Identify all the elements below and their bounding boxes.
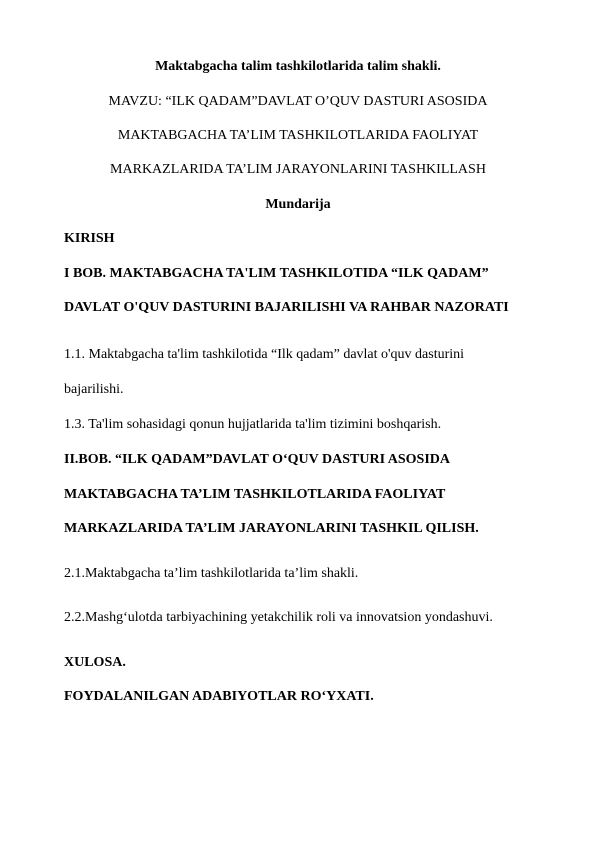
toc-introduction: KIRISH bbox=[64, 231, 115, 246]
contents-heading: Mundarija bbox=[265, 197, 331, 212]
toc-chapter2-line-3: MARKAZLARIDA TA’LIM JARAYONLARINI TASHKIL QILISH. bbox=[64, 521, 479, 536]
toc-section-1-1-line-1: 1.1. Maktabgacha ta'lim tashkilotida “Ilk qadam” davlat o'quv dasturini bbox=[64, 347, 465, 362]
toc-chapter1-line-1: I BOB. MAKTABGACHA TA'LIM TASHKILOTIDA “ILK QADAM” bbox=[64, 266, 489, 281]
document-title: Maktabgacha talim tashkilotlarida talim shakli. bbox=[155, 59, 441, 74]
toc-section-2-2: 2.2.Mashg‘ulotda tarbiyachining yetakchilik roli va innovatsion yondashuvi. bbox=[64, 610, 493, 625]
toc-section-1-1-line-2: bajarilishi. bbox=[64, 382, 124, 397]
toc-chapter1-line-2: DAVLAT O'QUV DASTURINI BAJARILISHI VA RAHBAR NAZORATI bbox=[64, 300, 509, 315]
topic-line-2: MAKTABGACHA TA’LIM TASHKILOTLARIDA FAOLIYAT bbox=[117, 128, 479, 143]
toc-section-2-1: 2.1.Maktabgacha ta’lim tashkilotlarida ta’lim shakli. bbox=[64, 566, 359, 581]
topic-line-3: MARKAZLARIDA TA’LIM JARAYONLARINI TASHKILLASH bbox=[110, 162, 486, 177]
toc-references: FOYDALANILGAN ADABIYOTLAR RO‘YXATI. bbox=[64, 689, 374, 704]
toc-section-1-3: 1.3. Ta'lim sohasidagi qonun hujjatlarida ta'lim tizimini boshqarish. bbox=[64, 417, 442, 432]
toc-chapter2-line-1: II.BOB. “ILK QADAM”DAVLAT O‘QUV DASTURI ASOSIDA bbox=[64, 452, 450, 467]
topic-line-1: MAVZU: “ILK QADAM”DAVLAT O’QUV DASTURI ASOSIDA bbox=[108, 94, 488, 109]
toc-chapter2-line-2: MAKTABGACHA TA’LIM TASHKILOTLARIDA FAOLIYAT bbox=[64, 487, 446, 502]
toc-conclusion: XULOSA. bbox=[64, 655, 126, 670]
